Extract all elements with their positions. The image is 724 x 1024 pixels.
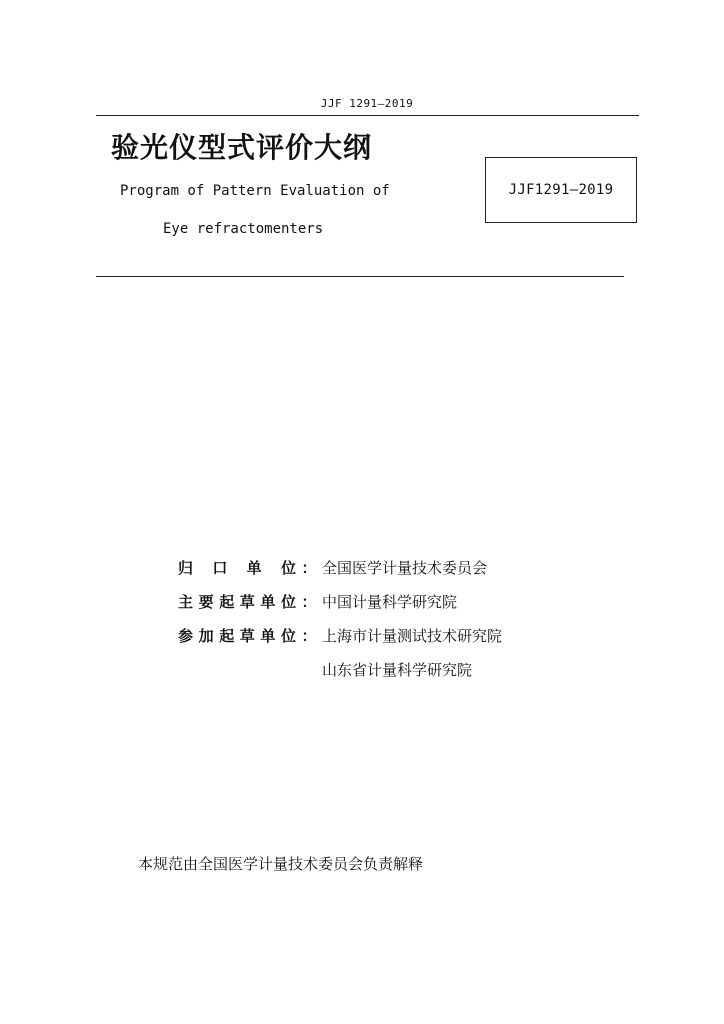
org-row-participating	[178, 618, 502, 652]
org-value-participating-2: 山东省计量科学研究院	[322, 660, 473, 679]
document-title-english-line-1: Program of Pattern Evaluation of	[120, 183, 390, 199]
org-row-participating-continued	[178, 652, 502, 686]
title-divider	[96, 276, 624, 277]
org-row-responsible	[178, 550, 502, 584]
standard-code-box	[485, 157, 637, 223]
org-colon: ：	[301, 592, 317, 611]
org-row-main-drafting	[178, 584, 502, 618]
document-title-english-line-2: Eye refractomenters	[163, 221, 324, 237]
org-colon: ：	[301, 626, 317, 645]
org-value-responsible: 全国医学计量技术委员会	[322, 558, 488, 577]
org-label-responsible: 归 口 单 位	[178, 558, 296, 577]
org-value-main-drafting: 中国计量科学研究院	[322, 592, 458, 611]
interpretation-note: 本规范由全国医学计量技术委员会负责解释	[138, 855, 424, 873]
org-colon: ：	[301, 558, 317, 577]
standard-code: JJF1291—2019	[508, 182, 614, 198]
top-divider	[96, 115, 639, 116]
header-document-code: JJF 1291—2019	[320, 97, 414, 110]
organizations-block	[178, 550, 502, 686]
document-title-chinese: 验光仪型式评价大纲	[111, 131, 373, 164]
org-label-main-drafting: 主要起草单位	[178, 592, 296, 611]
org-value-participating-1: 上海市计量测试技术研究院	[322, 626, 503, 645]
org-label-participating: 参加起草单位	[178, 626, 296, 645]
